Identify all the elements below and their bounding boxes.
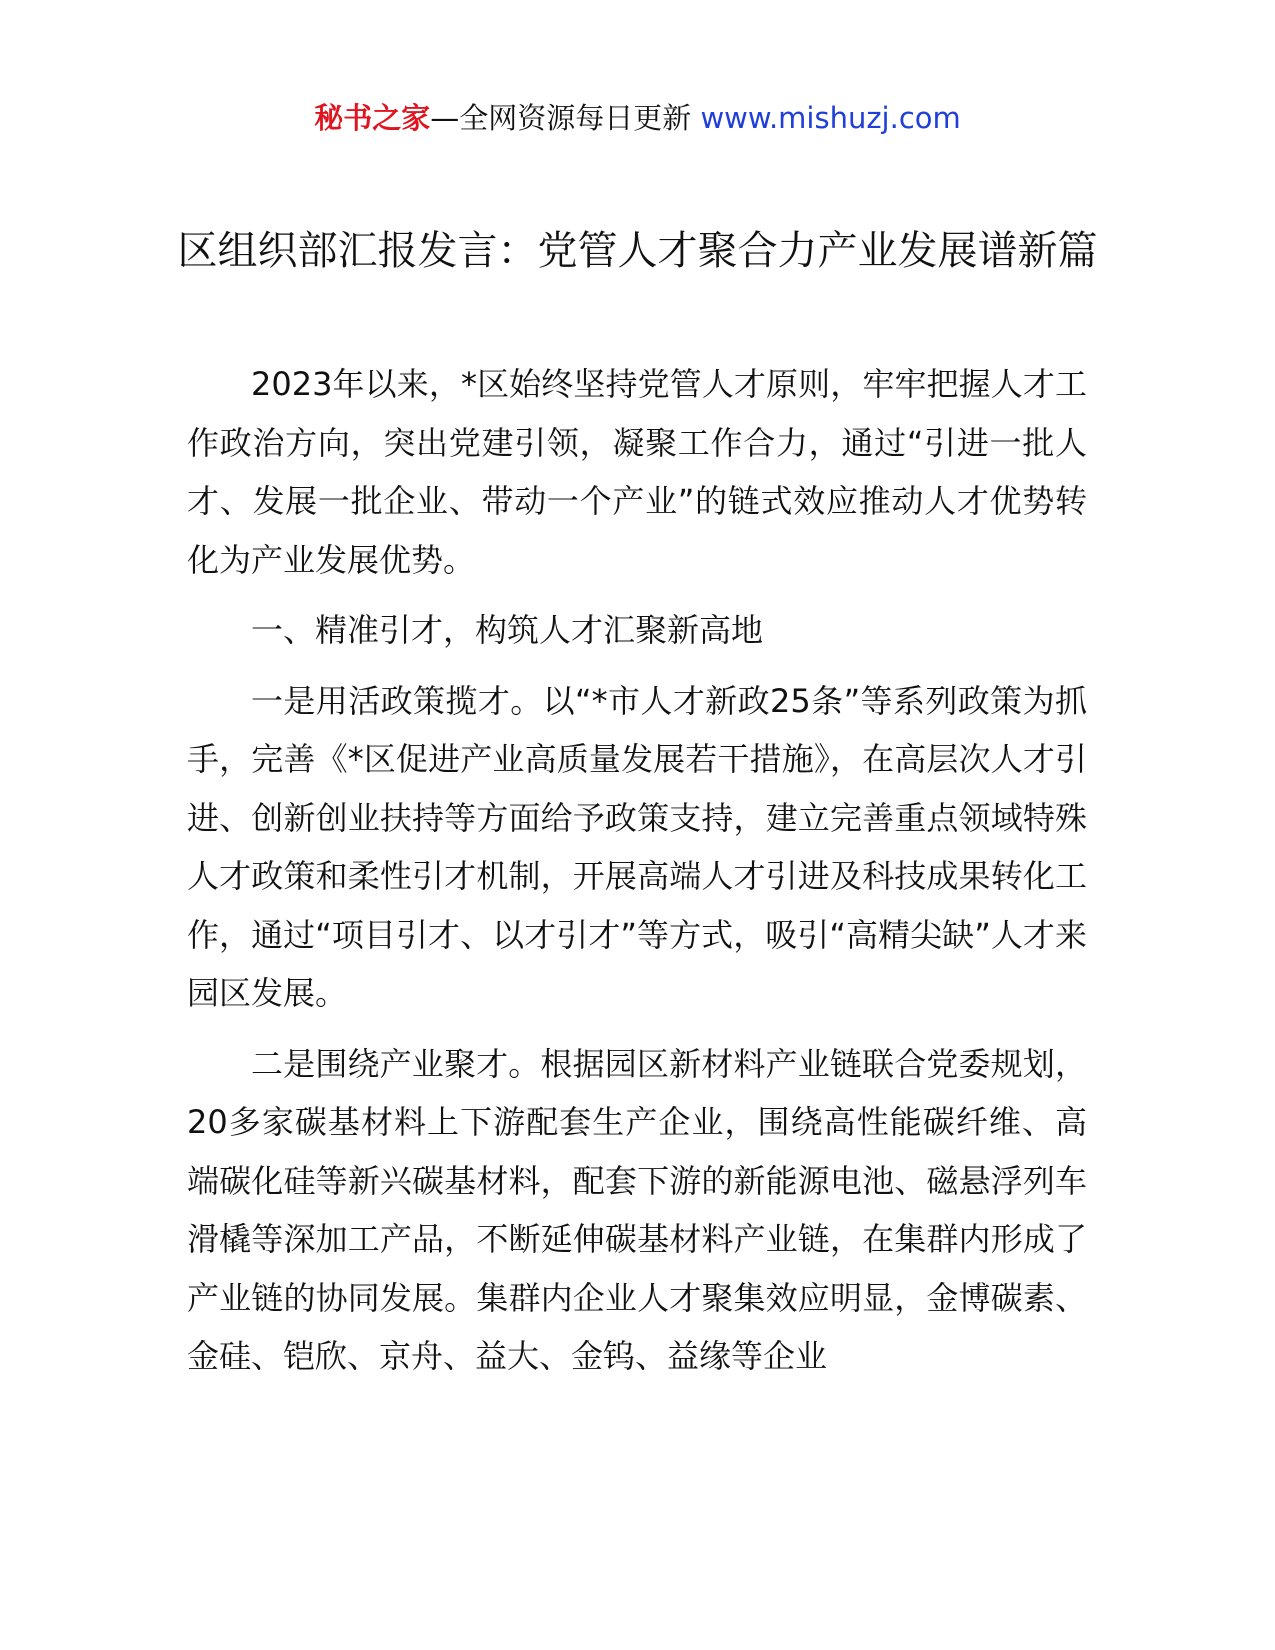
body-paragraph: 一是用活政策揽才。以“*市人才新政25条”等系列政策为抓手，完善《*区促进产业高质量发展若干措施》，在高层次人才引进、创新创业扶持等方面给予政策支持，建立完善重点领域特殊人才政策和柔性引才机制，开展高端人才引进及科技成果转化工作，通过“项目引才、以才引才”等方式，吸引“高精尖缺”人才来园区发展。 xyxy=(187,681,1087,1012)
site-url-link[interactable]: www.mishuzj.com xyxy=(700,101,961,135)
section-heading: 一、精准引才，构筑人才汇聚新高地 xyxy=(251,611,764,649)
body-paragraph: 二是围绕产业聚才。根据园区新材料产业链联合党委规划，20多家碳基材料上下游配套生产企业，围绕高性能碳纤维、高端碳化硅等新兴碳基材料，配套下游的新能源电池、磁悬浮列车滑橇等深加工产品，不断延伸碳基材料产业链，在集群内形成了产业链的协同发展。集群内企业人才聚集效应明显，金博碳素、金硅、铠欣、京舟、益大、金钨、益缘等企业 xyxy=(187,1044,1087,1375)
document-title: 区组织部汇报发言：党管人才聚合力产业发展谱新篇 xyxy=(177,228,1098,274)
intro-paragraph: 2023年以来，*区始终坚持党管人才原则，牢牢把握人才工作政治方向，突出党建引领，凝聚工作合力，通过“引进一批人才、发展一批企业、带动一个产业”的链式效应推动人才优势转化为产业发展优势。 xyxy=(187,365,1087,579)
header-tagline: —全网资源每日更新 xyxy=(430,101,701,135)
document-body xyxy=(187,355,1087,1398)
site-header xyxy=(0,98,1275,138)
brand-name: 秘书之家 xyxy=(314,101,431,135)
